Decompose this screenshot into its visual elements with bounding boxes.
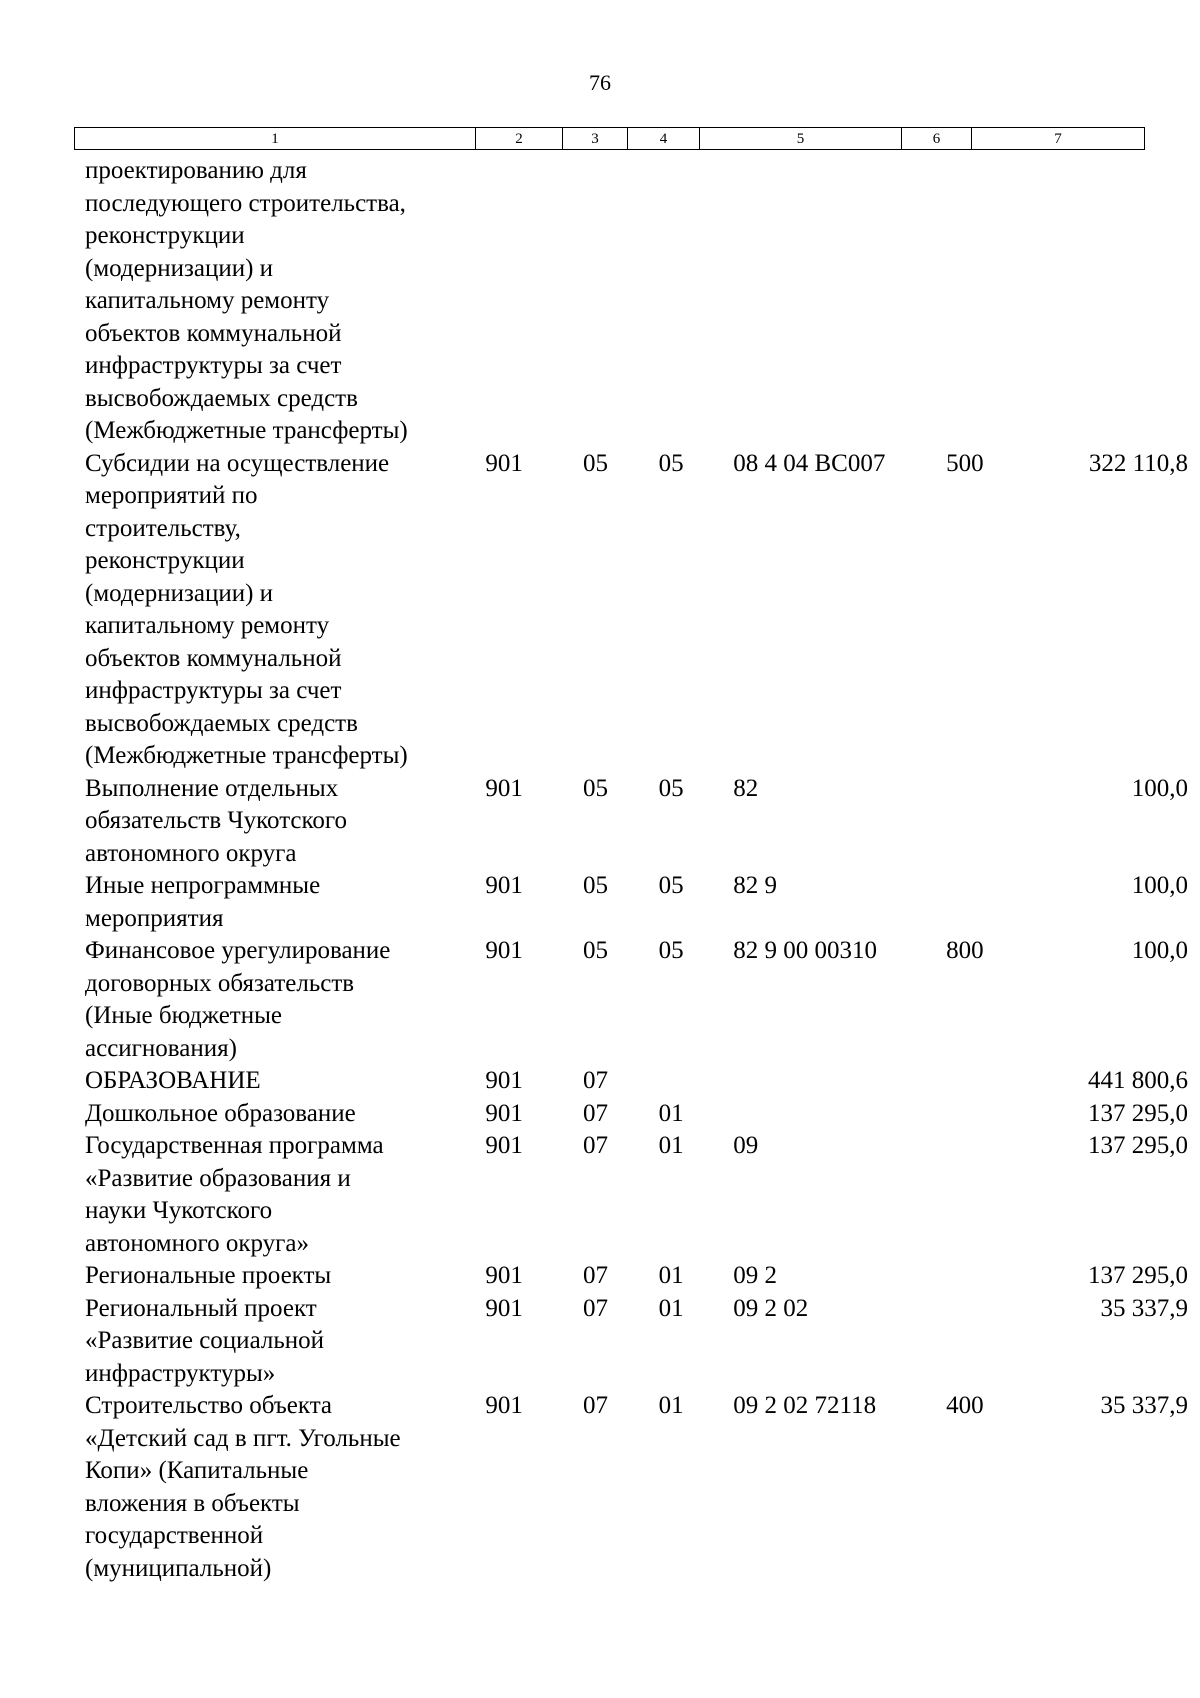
row-description <box>74 935 473 1065</box>
row-description <box>74 1293 473 1391</box>
row-amount: 100,0 <box>1131 937 1188 964</box>
column-number-header <box>74 127 1145 150</box>
description-line: Региональный проект <box>85 1294 317 1322</box>
header-col-3: 3 <box>563 128 628 150</box>
description-line: Строительство объекта <box>85 1392 333 1419</box>
description-line: «Развитие образования и <box>85 1164 351 1192</box>
row-expense-type <box>934 1098 1016 1131</box>
row-grbs-code: 901 <box>485 1392 523 1419</box>
description-line: объектов коммунальной <box>85 319 342 347</box>
description-line: «Детский сад в пгт. Угольные <box>85 1424 401 1452</box>
table-row <box>74 935 1200 1065</box>
row-section-code: 07 <box>582 1067 608 1094</box>
row-target-article <box>730 155 934 448</box>
row-amount: 137 295,0 <box>1088 1099 1188 1127</box>
row-section-code: 07 <box>582 1132 608 1159</box>
description-line: (Межбюджетные трансферты) <box>85 417 408 444</box>
table-row <box>74 1065 1200 1098</box>
description-line: инфраструктуры за счет <box>85 677 342 704</box>
description-line: Государственная программа <box>85 1132 384 1159</box>
header-col-6: 6 <box>902 128 972 150</box>
row-subsection-code: 05 <box>658 449 684 477</box>
row-expense-type <box>934 1130 1016 1260</box>
description-line: реконструкции <box>85 547 245 574</box>
table-row <box>74 870 1200 935</box>
description-line: объектов коммунальной <box>85 644 342 672</box>
row-expense-type <box>934 1293 1016 1391</box>
description-line: капитальному ремонту <box>85 287 330 314</box>
description-line: государственной <box>85 1522 264 1549</box>
row-grbs-code: 901 <box>485 449 523 477</box>
row-amount: 137 295,0 <box>1088 1262 1188 1289</box>
row-subsection-code <box>648 1065 731 1098</box>
row-amount: 35 337,9 <box>1100 1294 1188 1322</box>
row-section-code <box>572 155 648 448</box>
row-grbs-code: 901 <box>485 774 523 802</box>
row-target-article: 09 <box>733 1132 759 1159</box>
description-line: инфраструктуры за счет <box>85 352 342 379</box>
row-grbs-code: 901 <box>485 1067 523 1094</box>
row-expense-type: 400 <box>946 1392 984 1419</box>
description-line: автономного округа» <box>85 1229 310 1257</box>
row-subsection-code: 01 <box>658 1262 684 1289</box>
row-amount: 100,0 <box>1131 872 1188 899</box>
row-section-code: 07 <box>582 1262 608 1289</box>
row-description <box>74 1098 473 1131</box>
row-section-code: 05 <box>582 449 608 477</box>
description-line: (модернизации) и <box>85 254 274 282</box>
description-line: капитальному ремонту <box>85 612 330 639</box>
description-line: ОБРАЗОВАНИЕ <box>85 1067 261 1094</box>
row-section-code: 05 <box>582 872 608 899</box>
description-line: Дошкольное образование <box>85 1099 356 1127</box>
description-line: науки Чукотского <box>85 1197 273 1224</box>
row-subsection-code: 05 <box>658 937 684 964</box>
header-col-2: 2 <box>476 128 563 150</box>
row-description <box>74 1130 473 1260</box>
description-line: автономного округа <box>85 839 297 867</box>
description-line: Копи» (Капитальные <box>85 1457 309 1484</box>
table-row <box>74 155 1200 448</box>
row-section-code: 07 <box>582 1294 608 1322</box>
description-line: (муниципальной) <box>85 1554 272 1582</box>
row-subsection-code: 05 <box>658 774 684 802</box>
row-amount <box>1016 155 1200 448</box>
row-target-article: 09 2 02 72118 <box>733 1392 877 1419</box>
row-target-article: 82 <box>733 774 759 802</box>
table-row <box>74 1293 1200 1391</box>
row-expense-type <box>934 155 1016 448</box>
description-line: Выполнение отдельных <box>85 774 339 802</box>
row-subsection-code: 01 <box>658 1099 684 1127</box>
description-line: Иные непрограммные <box>85 872 321 899</box>
row-grbs-code: 901 <box>485 1132 523 1159</box>
table-row <box>74 1390 1200 1585</box>
row-description <box>74 773 473 871</box>
header-col-7: 7 <box>972 128 1145 150</box>
row-target-article <box>730 1098 934 1131</box>
row-expense-type <box>934 773 1016 871</box>
description-line: вложения в объекты <box>85 1489 300 1517</box>
row-grbs-code: 901 <box>485 1294 523 1322</box>
row-subsection-code: 01 <box>658 1294 684 1322</box>
description-line: Субсидии на осуществление <box>85 449 390 477</box>
description-line: Региональные проекты <box>85 1262 332 1289</box>
description-line: договорных обязательств <box>85 969 355 997</box>
description-line: «Развитие социальной <box>85 1327 325 1354</box>
description-line: (Иные бюджетные <box>85 1002 282 1029</box>
description-line: (модернизации) и <box>85 579 274 607</box>
budget-table-body <box>74 155 1200 1585</box>
row-description <box>74 1065 473 1098</box>
row-description <box>74 1390 473 1585</box>
row-target-article <box>730 1065 934 1098</box>
description-line: строительству, <box>85 514 241 542</box>
row-section-code: 07 <box>582 1099 608 1127</box>
table-row <box>74 1130 1200 1260</box>
row-expense-type: 800 <box>946 937 984 964</box>
description-line: мероприятия <box>85 904 224 932</box>
description-line: высвобождаемых средств <box>85 384 358 412</box>
description-line: инфраструктуры» <box>85 1359 276 1387</box>
header-col-4: 4 <box>628 128 700 150</box>
description-line: ассигнования) <box>85 1034 237 1062</box>
description-line: проектированию для <box>85 157 307 184</box>
row-description <box>74 1260 473 1293</box>
row-subsection-code: 01 <box>658 1132 684 1159</box>
row-target-article: 82 9 00 00310 <box>733 937 877 964</box>
row-amount: 100,0 <box>1131 774 1188 802</box>
row-target-article: 82 9 <box>733 872 777 899</box>
row-subsection-code: 01 <box>658 1392 684 1419</box>
row-description <box>74 870 473 935</box>
row-description <box>74 448 473 773</box>
row-expense-type <box>934 1260 1016 1293</box>
description-line: (Межбюджетные трансферты) <box>85 742 408 769</box>
description-line: обязательств Чукотского <box>85 807 348 834</box>
row-section-code: 07 <box>582 1392 608 1419</box>
description-line: Финансовое урегулирование <box>85 937 391 964</box>
budget-table <box>74 155 1200 1585</box>
row-amount: 35 337,9 <box>1100 1392 1188 1419</box>
row-section-code: 05 <box>582 774 608 802</box>
row-amount: 441 800,6 <box>1088 1067 1188 1094</box>
row-expense-type <box>934 870 1016 935</box>
row-target-article: 08 4 04 ВС007 <box>733 449 886 477</box>
header-col-5: 5 <box>700 128 902 150</box>
description-line: реконструкции <box>85 222 245 249</box>
row-grbs-code: 901 <box>485 1099 523 1127</box>
row-grbs-code <box>473 155 572 448</box>
row-section-code: 05 <box>582 937 608 964</box>
row-amount: 322 110,8 <box>1088 449 1188 477</box>
header-col-1: 1 <box>75 128 476 150</box>
row-grbs-code: 901 <box>485 1262 523 1289</box>
row-expense-type: 500 <box>946 449 984 477</box>
row-amount: 137 295,0 <box>1088 1132 1188 1159</box>
table-row <box>74 448 1200 773</box>
table-row <box>74 773 1200 871</box>
page-number: 76 <box>589 70 611 95</box>
description-line: мероприятий по <box>85 482 258 509</box>
row-target-article: 09 2 <box>733 1262 777 1289</box>
row-expense-type <box>934 1065 1016 1098</box>
row-subsection-code <box>648 155 731 448</box>
row-subsection-code: 05 <box>658 872 684 899</box>
table-row <box>74 1260 1200 1293</box>
row-target-article: 09 2 02 <box>733 1294 809 1322</box>
row-description <box>74 155 473 448</box>
table-row <box>74 1098 1200 1131</box>
description-line: последующего строительства, <box>85 189 406 217</box>
description-line: высвобождаемых средств <box>85 709 358 737</box>
row-grbs-code: 901 <box>485 872 523 899</box>
row-grbs-code: 901 <box>485 937 523 964</box>
